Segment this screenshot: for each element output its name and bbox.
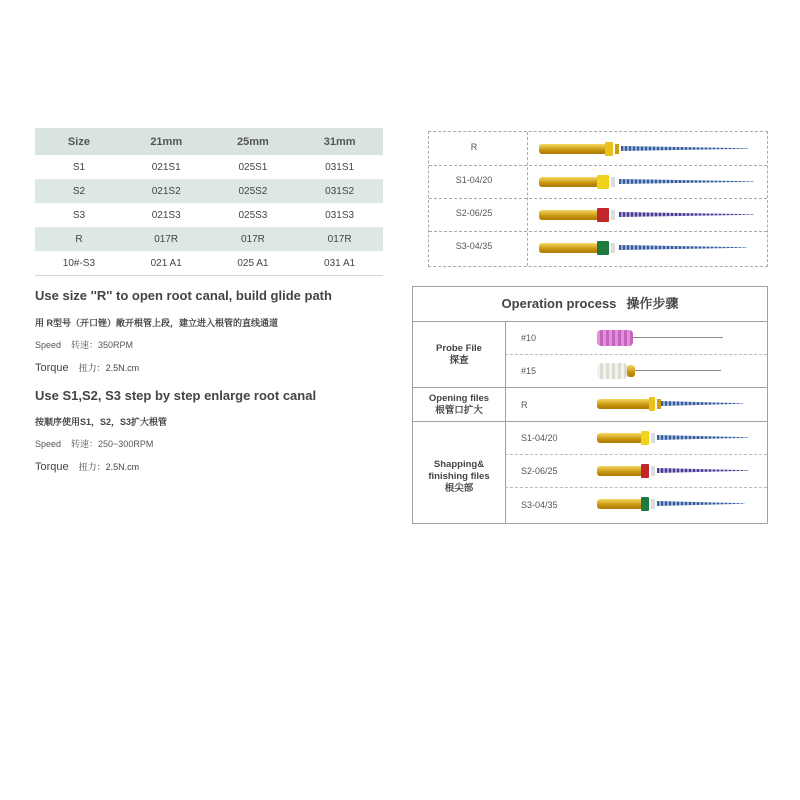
color-band	[597, 241, 609, 255]
divider	[413, 421, 767, 422]
op-label: #10	[521, 333, 537, 343]
table-cell: S3	[35, 203, 123, 227]
torque-label: Torque	[35, 461, 69, 473]
divider	[505, 321, 506, 523]
table-cell: 025 A1	[210, 251, 297, 276]
s-torque	[35, 460, 139, 473]
color-band	[641, 497, 649, 511]
table-cell: 021S2	[123, 179, 210, 203]
divider	[505, 454, 767, 455]
table-cell: 031S1	[296, 155, 383, 179]
table-cell: 017R	[296, 227, 383, 251]
table-row	[35, 155, 383, 179]
table-cell: 021S1	[123, 155, 210, 179]
category-probe-file: Probe File 探查	[436, 343, 482, 366]
table-cell: 025S3	[210, 203, 297, 227]
color-band	[605, 142, 613, 156]
table-cell: 10#-S3	[35, 251, 123, 276]
file-label: S2-06/25	[455, 208, 493, 218]
operation-process-table	[412, 286, 768, 524]
file-row-s1	[429, 165, 767, 199]
hand-file-icon	[597, 330, 723, 346]
op-label: S2-06/25	[521, 466, 558, 476]
table-cell: R	[35, 227, 123, 251]
table-cell: S1	[35, 155, 123, 179]
table-cell: 031S3	[296, 203, 383, 227]
header-31mm: 31mm	[296, 128, 383, 155]
file-label: S1-04/20	[455, 175, 493, 185]
file-panel	[428, 131, 768, 267]
op-label: R	[521, 400, 528, 410]
operation-title-zh: 操作步骤	[626, 296, 679, 311]
speed-value: 转速：250~300RPM	[71, 439, 154, 449]
torque-value: 扭力：2.5N.cm	[78, 363, 140, 373]
divider	[505, 487, 767, 488]
file-row-s2	[429, 198, 767, 232]
r-instruction-cn: 用 R型号（开口锉）敞开根管上段，建立进入根管的直线通道	[35, 318, 279, 328]
r-instruction-title: Use size ''R'' to open root canal, build glide path	[35, 288, 332, 303]
op-label: #15	[521, 366, 537, 376]
op-label: S3-04/35	[521, 500, 558, 510]
table-row	[35, 203, 383, 227]
color-band	[641, 464, 649, 478]
file-row-s3	[429, 231, 767, 264]
hand-file-icon	[597, 363, 721, 379]
rotary-file-icon	[539, 174, 754, 190]
category-opening-files: Opening files 根管口扩大	[428, 393, 490, 416]
torque-value: 扭力：2.5N.cm	[78, 462, 140, 472]
table-row	[35, 251, 383, 276]
rotary-file-icon	[597, 496, 745, 512]
operation-title-en: Operation process	[501, 296, 617, 311]
table-cell: 021 A1	[123, 251, 210, 276]
color-band	[597, 175, 609, 189]
speed-value: 转速：350RPM	[71, 340, 134, 350]
table-cell: 021S3	[123, 203, 210, 227]
torque-label: Torque	[35, 362, 69, 374]
divider	[505, 354, 767, 355]
category-shaping-finishing: Shapping& finishing files 根尖部	[428, 459, 490, 494]
table-row	[35, 227, 383, 251]
r-speed	[35, 338, 133, 351]
file-label: R	[470, 142, 478, 152]
color-band	[649, 397, 655, 411]
operation-title	[413, 287, 767, 321]
table-cell: 025S2	[210, 179, 297, 203]
table-cell: S2	[35, 179, 123, 203]
file-label: S3-04/35	[455, 241, 493, 251]
color-band	[641, 431, 649, 445]
rotary-file-icon	[597, 396, 743, 412]
table-cell: 031 A1	[296, 251, 383, 276]
op-label: S1-04/20	[521, 433, 558, 443]
rotary-file-icon	[539, 207, 754, 223]
divider	[413, 387, 767, 388]
divider	[413, 321, 767, 322]
file-row-r	[429, 132, 767, 166]
s-instruction-title: Use S1,S2, S3 step by step enlarge root canal	[35, 388, 317, 403]
rotary-file-icon	[539, 141, 749, 157]
speed-label: Speed	[35, 439, 62, 449]
header-21mm: 21mm	[123, 128, 210, 155]
header-size: Size	[35, 128, 123, 155]
s-instruction-cn: 按顺序使用S1，S2，S3扩大根管	[35, 417, 168, 427]
size-table	[35, 128, 383, 276]
table-cell: 017R	[210, 227, 297, 251]
s-speed	[35, 437, 153, 450]
rotary-file-icon	[597, 463, 749, 479]
table-cell: 031S2	[296, 179, 383, 203]
speed-label: Speed	[35, 340, 62, 350]
color-band	[597, 208, 609, 222]
r-torque	[35, 361, 139, 374]
table-cell: 017R	[123, 227, 210, 251]
header-25mm: 25mm	[210, 128, 297, 155]
rotary-file-icon	[597, 430, 749, 446]
table-row	[35, 179, 383, 203]
size-table-header	[35, 128, 383, 155]
rotary-file-icon	[539, 240, 747, 256]
table-cell: 025S1	[210, 155, 297, 179]
